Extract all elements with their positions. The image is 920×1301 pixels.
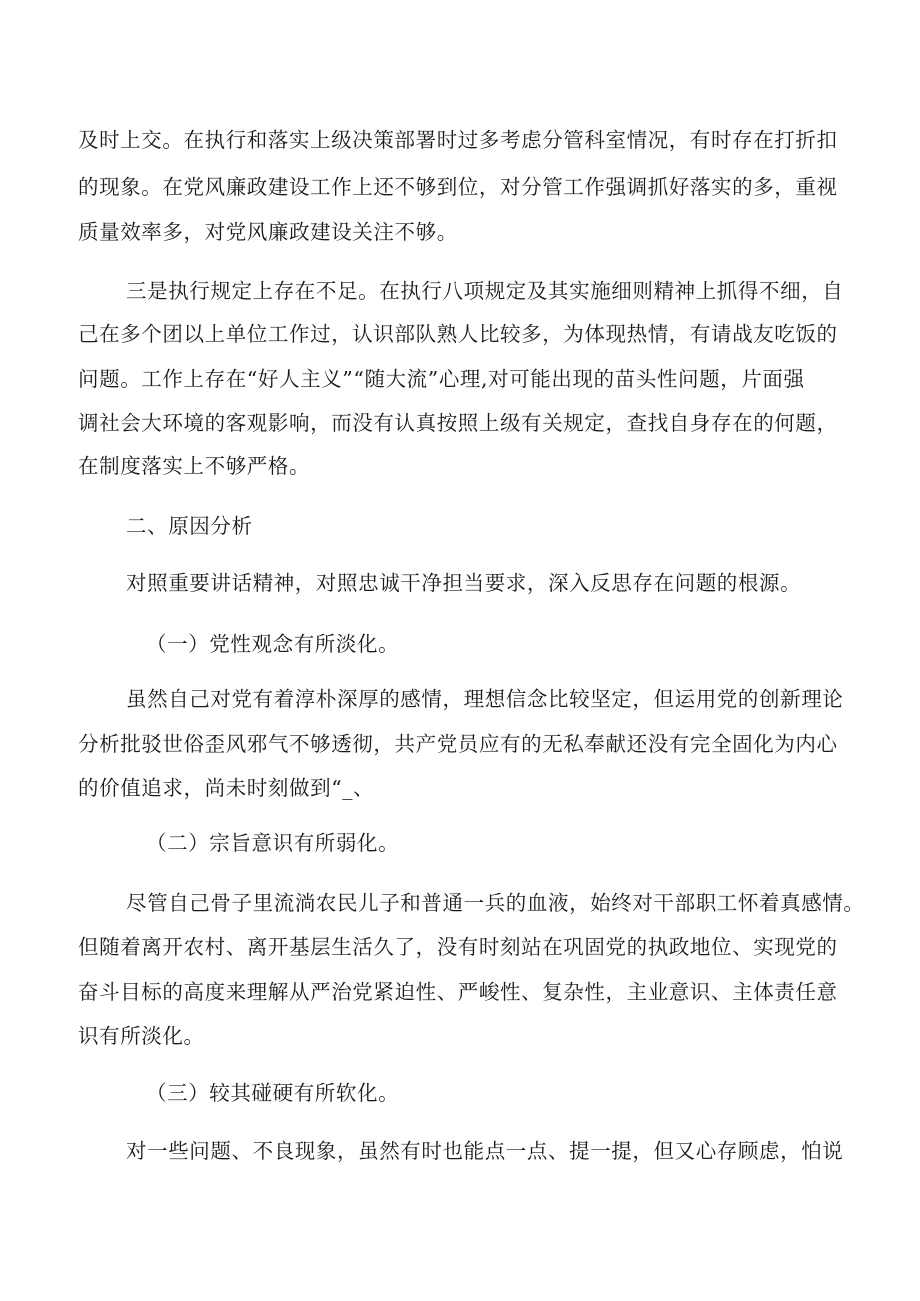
text-line: 调社会大环境的客观影响，而没有认真按照上级有关规定，查找自身存在的何题， bbox=[78, 411, 838, 435]
text-line: 问题。工作上存在“好人主义”“随大流”心理,对可能出现的苗头性问题，片面强 bbox=[78, 367, 805, 391]
subsection-heading: （一）党性观念有所淡化。 bbox=[146, 632, 400, 656]
section-heading: 二、原因分析 bbox=[126, 514, 253, 538]
text-line: 的价值追求，尚未时刻做到“_、 bbox=[78, 776, 375, 800]
subsection-heading: （二）宗旨意识有所弱化。 bbox=[146, 831, 400, 855]
text-line: 对一些问题、不良现象，虽然有时也能点一点、提一提，但又心存顾虑，怕说 bbox=[126, 1139, 844, 1163]
text-line: 质量效率多，对党风廉政建设关注不够。 bbox=[78, 220, 458, 244]
subsection-heading: （三）较其碰硬有所软化。 bbox=[146, 1081, 400, 1105]
text-line: 识有所淡化。 bbox=[78, 1024, 205, 1048]
text-line: 但随着离开农村、离开基层生活久了，没有时刻站在巩固党的执政地位、实现党的 bbox=[78, 935, 838, 959]
text-line: 在制度落实上不够严格。 bbox=[78, 454, 311, 478]
text-line: 己在多个团以上单位工作过，认识部队熟人比较多，为体现热情，有请战友吃饭的 bbox=[78, 322, 838, 346]
text-line: 的现象。在党风廉政建设工作上还不够到位，对分管工作强调抓好落实的多，重视 bbox=[78, 175, 838, 199]
text-line: 及时上交。在执行和落实上级决策部署时过多考虑分管科室情况，有时存在打折扣 bbox=[78, 128, 838, 152]
text-line: 三是执行规定上存在不足。在执行八项规定及其实施细则精神上抓得不细，自 bbox=[126, 279, 844, 303]
text-line: 虽然自己对党有着淳朴深厚的感情，理想信念比较坚定，但运用党的创新理论 bbox=[126, 687, 844, 711]
text-line: 尽管自己骨子里流淌农民儿子和普通一兵的血液，始终对干部职工怀着真感情。 bbox=[126, 891, 865, 915]
text-line: 奋斗目标的高度来理解从严治党紧迫性、严峻性、复杂性，主业意识、主体责任意 bbox=[78, 980, 838, 1004]
text-line: 分析批驳世俗歪风邪气不够透彻，共产党员应有的无私奉献还没有完全固化为内心 bbox=[78, 732, 838, 756]
text-line: 对照重要讲话精神，对照忠诚干净担当要求，深入反思存在问题的根源。 bbox=[126, 571, 802, 595]
